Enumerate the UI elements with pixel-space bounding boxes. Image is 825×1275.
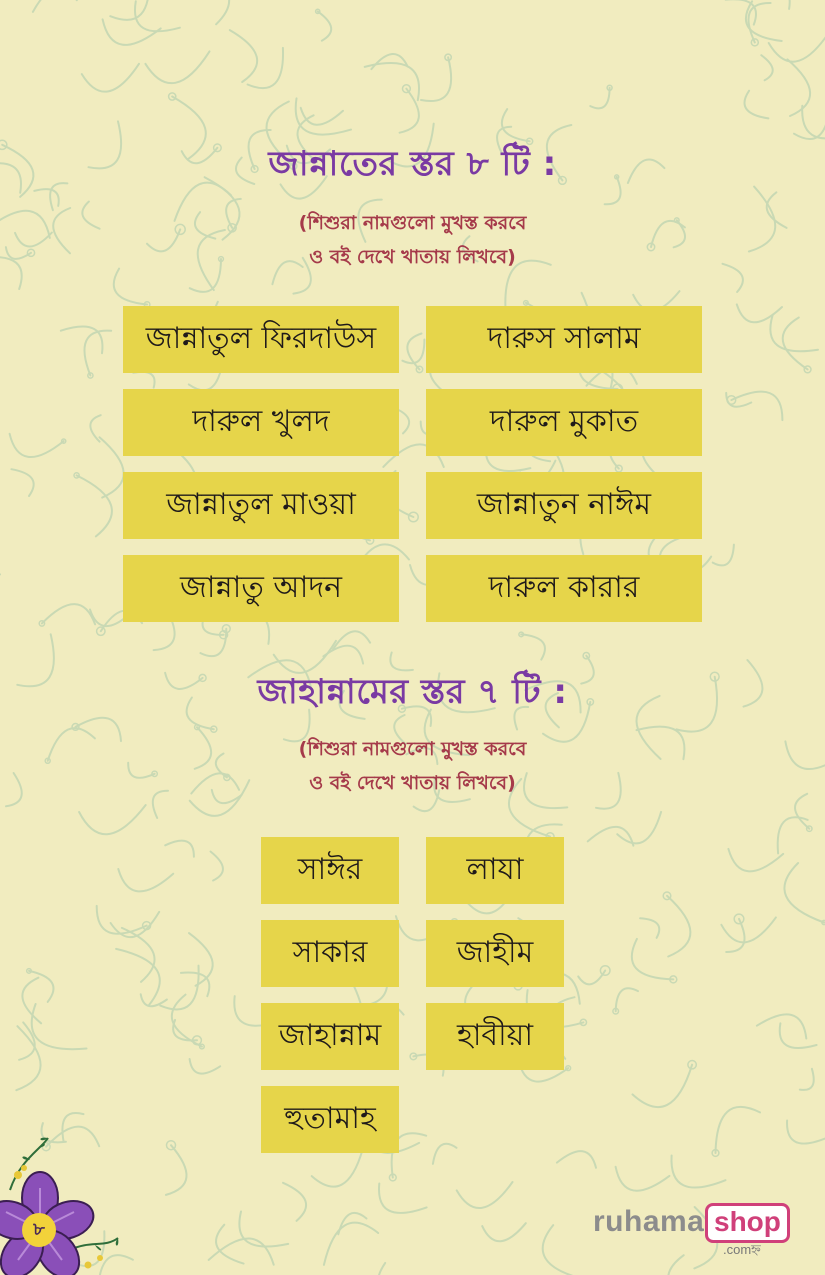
jannat-level-8: দারুল কারার bbox=[426, 555, 702, 622]
pattern-swirl bbox=[616, 1167, 670, 1191]
pattern-swirl bbox=[543, 1225, 585, 1275]
pattern-swirl bbox=[141, 994, 167, 1006]
jannat-level-6: জান্নাতুন নাঈম bbox=[426, 472, 702, 539]
pattern-swirl bbox=[728, 849, 783, 871]
jahannam-level-7: হুতামাহ bbox=[261, 1086, 399, 1153]
pattern-swirl bbox=[165, 841, 194, 857]
pattern-swirl bbox=[133, 372, 154, 388]
pattern-swirl bbox=[521, 634, 545, 659]
pattern-swirl bbox=[100, 437, 124, 497]
jannat-level-4: দারুল মুকাত bbox=[426, 389, 702, 456]
pattern-swirl bbox=[744, 91, 768, 119]
jahannam-note-line2: ও বই দেখে খাতায় লিখবে) bbox=[309, 772, 516, 794]
pattern-swirl bbox=[784, 863, 824, 923]
pattern-swirl bbox=[590, 88, 609, 109]
pattern-swirl bbox=[780, 1023, 817, 1048]
logo-sub-text: .comহ্ন bbox=[723, 1242, 761, 1257]
jahannam-level-1: সাঈর bbox=[261, 837, 399, 904]
pattern-swirl bbox=[588, 827, 634, 846]
pattern-swirl bbox=[312, 1150, 363, 1187]
pattern-swirl bbox=[769, 33, 825, 62]
pattern-swirl bbox=[633, 1065, 693, 1107]
jannat-note-line1: (শিশুরা নামগুলো মুখস্ত করবে bbox=[298, 212, 527, 234]
pattern-swirl bbox=[371, 54, 407, 69]
pattern-swirl bbox=[402, 340, 424, 364]
pattern-swirl bbox=[557, 1151, 596, 1168]
pattern-swirl bbox=[248, 48, 283, 88]
jahannam-level-6: হাবীয়া bbox=[426, 1003, 564, 1070]
pattern-swirl bbox=[726, 393, 751, 407]
jahannam-note-line1: (শিশুরা নামগুলো মুখস্ত করবে bbox=[298, 738, 527, 760]
pattern-swirl bbox=[616, 988, 638, 1011]
pattern-swirl bbox=[787, 59, 810, 116]
jannat-level-7: জান্নাতু আদন bbox=[123, 555, 399, 622]
pattern-swirl bbox=[201, 629, 227, 656]
pattern-swirl bbox=[667, 896, 690, 957]
jahannam-note bbox=[0, 732, 825, 800]
jahannam-level-5: জাহান্নাম bbox=[261, 1003, 399, 1070]
page-number: ৮ bbox=[22, 1213, 56, 1247]
pattern-swirl bbox=[193, 0, 230, 24]
flower-ornament-icon bbox=[0, 1130, 130, 1275]
jannat-heading: জান্নাতের স্তর ৮ টি : bbox=[268, 144, 557, 184]
pattern-swirl bbox=[283, 1183, 306, 1221]
pattern-swirl bbox=[181, 973, 209, 997]
pattern-swirl bbox=[640, 918, 659, 938]
pattern-swirl bbox=[116, 949, 160, 1005]
jannat-note bbox=[0, 206, 825, 274]
pattern-swirl bbox=[110, 0, 149, 20]
pattern-swirl bbox=[324, 1223, 378, 1265]
pattern-swirl bbox=[318, 11, 332, 40]
pattern-swirl bbox=[32, 1004, 87, 1049]
pattern-swirl bbox=[190, 1059, 221, 1074]
pattern-swirl bbox=[632, 939, 673, 980]
jannat-level-1: জান্নাতুল ফিরদাউস bbox=[123, 306, 399, 373]
pattern-swirl bbox=[800, 1069, 814, 1090]
pattern-swirl bbox=[189, 933, 213, 986]
jahannam-level-2: লাযা bbox=[426, 837, 564, 904]
pattern-swirl bbox=[787, 1121, 825, 1144]
pattern-swirl bbox=[433, 1144, 457, 1164]
pattern-swirl bbox=[502, 109, 530, 141]
jannat-note-line2: ও বই দেখে খাতায় লিখবে) bbox=[309, 246, 516, 268]
pattern-swirl bbox=[761, 55, 772, 80]
pattern-swirl bbox=[11, 469, 33, 496]
jahannam-heading: জাহান্নামের স্তর ৭ টি : bbox=[257, 672, 568, 712]
pattern-swirl bbox=[230, 30, 257, 82]
pattern-swirl bbox=[713, 545, 734, 566]
pattern-swirl bbox=[211, 852, 223, 881]
pattern-swirl bbox=[378, 1263, 415, 1275]
jannat-level-5: জান্নাতুল মাওয়া bbox=[123, 472, 399, 539]
pattern-swirl bbox=[407, 334, 421, 370]
pattern-swirl bbox=[172, 995, 202, 1047]
pattern-swirl bbox=[16, 1026, 40, 1090]
pattern-swirl bbox=[166, 1145, 187, 1195]
pattern-swirl bbox=[421, 57, 451, 101]
pattern-swirl bbox=[103, 19, 161, 44]
pattern-swirl bbox=[301, 108, 343, 125]
pattern-swirl bbox=[82, 64, 139, 92]
logo-box-text: shop bbox=[705, 1203, 790, 1243]
pattern-swirl bbox=[10, 434, 64, 457]
pattern-swirl bbox=[97, 906, 147, 934]
pattern-swirl bbox=[617, 812, 661, 843]
pattern-swirl bbox=[239, 1212, 288, 1247]
pattern-swirl bbox=[84, 331, 111, 376]
pattern-swirl bbox=[379, 1184, 427, 1213]
pattern-swirl bbox=[716, 1107, 761, 1153]
jahannam-level-3: সাকার bbox=[261, 920, 399, 987]
pattern-swirl bbox=[482, 1223, 526, 1241]
jannat-level-2: দারুস সালাম bbox=[426, 306, 702, 373]
jannat-level-3: দারুল খুলদ bbox=[123, 389, 399, 456]
pattern-swirl bbox=[29, 971, 53, 1002]
pattern-swirl bbox=[671, 1156, 725, 1188]
pattern-swirl bbox=[118, 869, 173, 891]
pattern-swirl bbox=[783, 318, 808, 370]
pattern-swirl bbox=[209, 1238, 274, 1264]
pattern-swirl bbox=[737, 304, 782, 322]
pattern-swirl bbox=[135, 1, 180, 31]
pattern-swirl bbox=[42, 604, 95, 624]
pattern-swirl bbox=[61, 327, 103, 354]
pattern-swirl bbox=[77, 475, 112, 536]
pattern-swirl bbox=[323, 646, 363, 664]
jahannam-level-4: জাহীম bbox=[426, 920, 564, 987]
pattern-swirl bbox=[457, 1182, 513, 1208]
pattern-swirl bbox=[668, 1255, 698, 1275]
pattern-swirl bbox=[400, 89, 419, 133]
pattern-swirl bbox=[721, 917, 776, 942]
logo-main-text: ruhama bbox=[593, 1205, 705, 1238]
pattern-swirl bbox=[145, 51, 209, 83]
pattern-swirl bbox=[33, 0, 77, 12]
pattern-swirl bbox=[79, 805, 146, 834]
pattern-swirl bbox=[757, 1014, 806, 1038]
